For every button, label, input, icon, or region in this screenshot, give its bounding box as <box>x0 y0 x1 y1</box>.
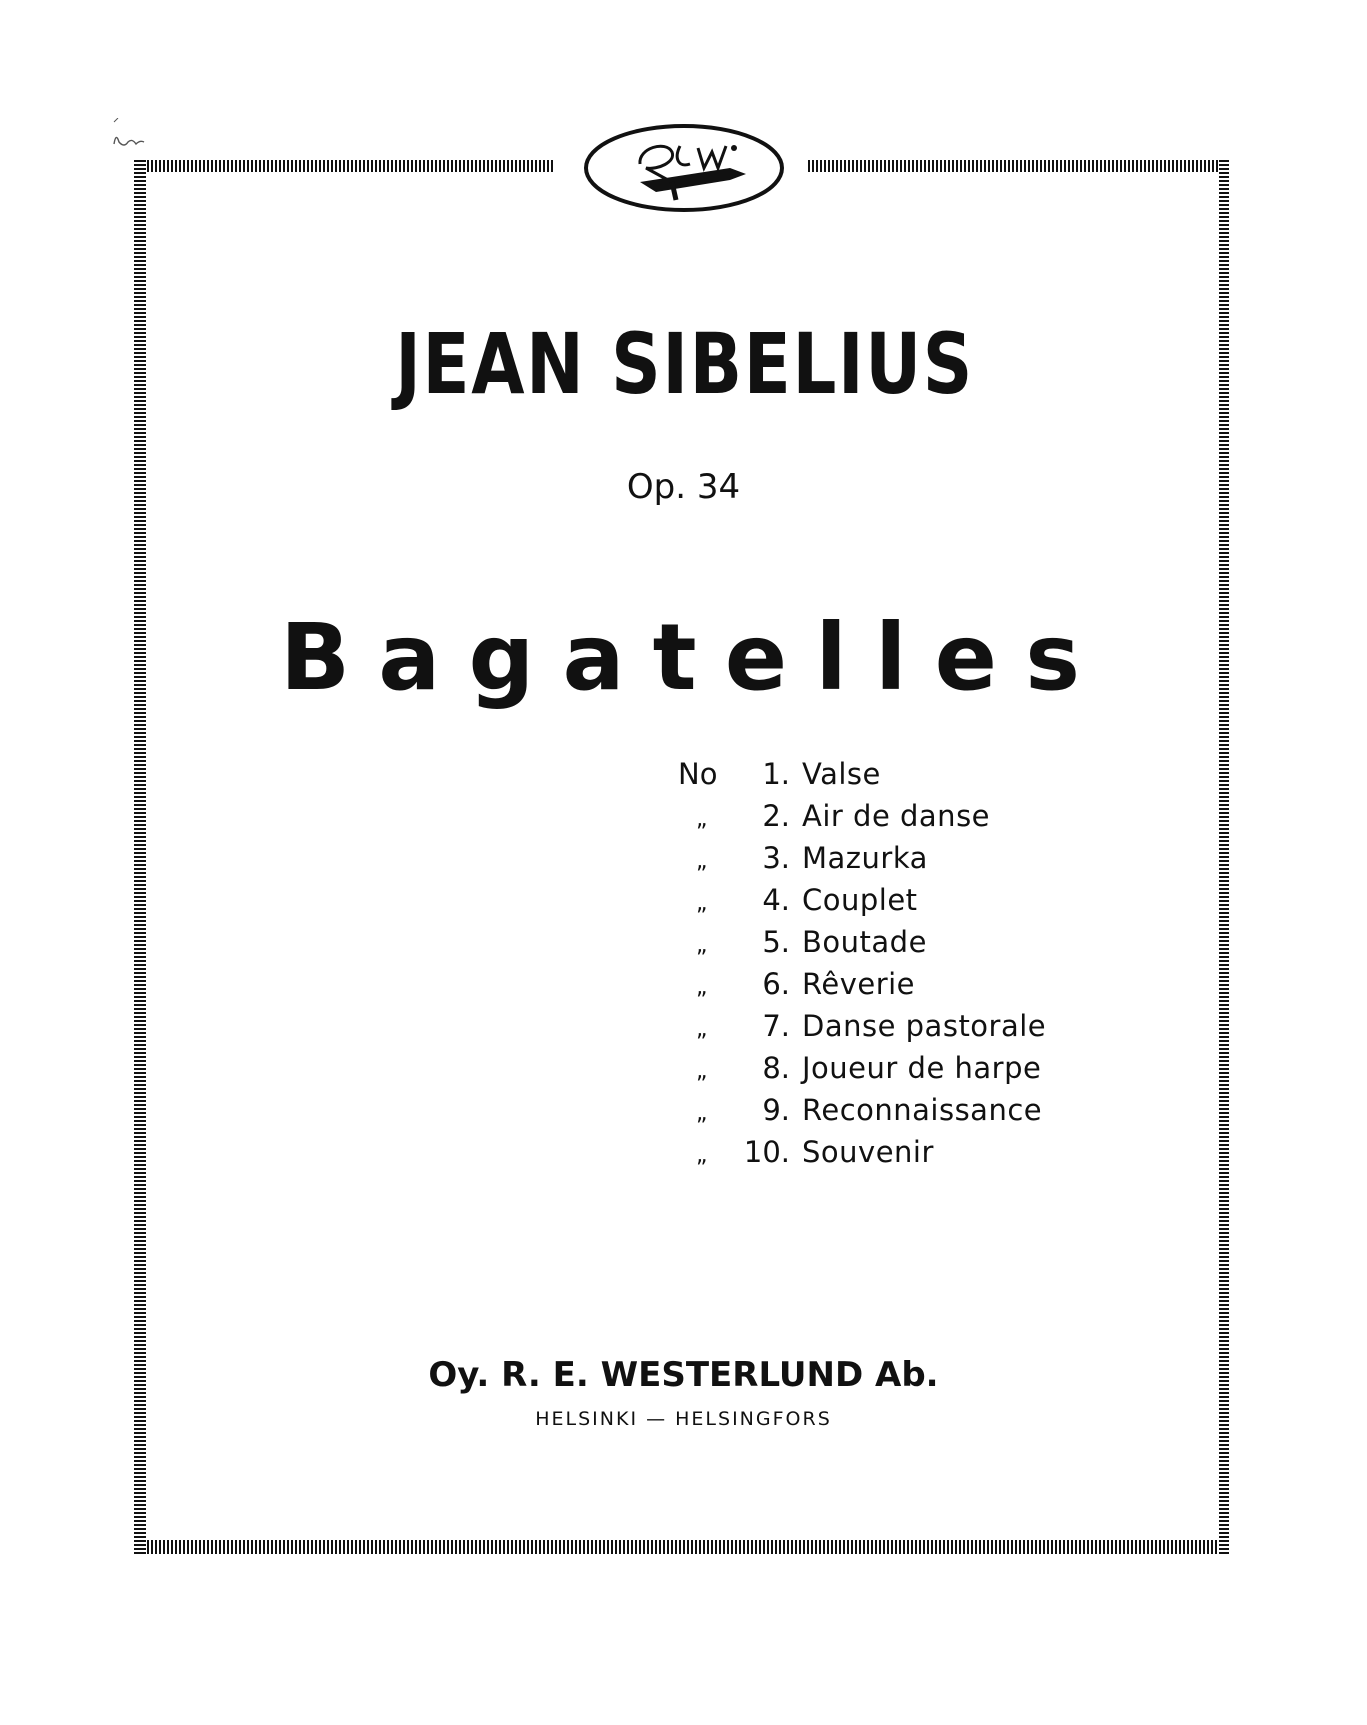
piece-number: 6. <box>762 967 790 1001</box>
piece-name: Boutade <box>802 925 927 959</box>
piece-prefix: „ <box>696 849 708 874</box>
piece-number: 8. <box>762 1051 790 1085</box>
piece-name: Souvenir <box>802 1135 934 1169</box>
piece-prefix: „ <box>696 891 708 916</box>
opus-number: Op. 34 <box>626 467 741 507</box>
title-letter: B <box>280 604 351 711</box>
piece-name: Rêverie <box>802 967 916 1001</box>
title-letter: g <box>468 604 535 711</box>
piece-name: Joueur de harpe <box>802 1051 1042 1085</box>
piece-prefix: „ <box>696 975 708 1000</box>
title-letter: s <box>1025 604 1080 711</box>
list-item <box>678 841 1046 883</box>
piece-prefix: „ <box>696 1059 708 1084</box>
title-letter: a <box>378 604 441 711</box>
piece-prefix: „ <box>696 1017 708 1042</box>
frame-bottom-border <box>143 1540 1228 1554</box>
piece-name: Reconnaissance <box>802 1093 1043 1127</box>
piece-number: 10. <box>743 1135 790 1169</box>
list-item <box>678 1093 1046 1135</box>
piece-name: Danse pastorale <box>802 1009 1047 1043</box>
piece-number: 4. <box>762 883 790 917</box>
publisher-city: HELSINKI — HELSINGFORS <box>535 1408 832 1430</box>
piece-prefix: „ <box>696 1143 708 1168</box>
title-letter: e <box>724 604 788 711</box>
pencil-mark-icon <box>110 118 170 148</box>
list-item <box>678 799 1046 841</box>
piece-name: Air de danse <box>802 799 991 833</box>
title-letter: e <box>934 604 998 711</box>
piece-name: Mazurka <box>802 841 928 875</box>
list-item <box>678 925 1046 967</box>
title-letter: t <box>652 604 697 711</box>
list-item <box>678 1009 1046 1051</box>
frame-top-right-border <box>808 160 1228 172</box>
piece-number: 9. <box>762 1093 790 1127</box>
publisher-logo-icon <box>580 118 788 218</box>
list-item <box>678 967 1046 1009</box>
piece-prefix: „ <box>696 933 708 958</box>
piece-prefix: No <box>678 757 718 791</box>
piece-number: 3. <box>762 841 790 875</box>
piece-number: 2. <box>762 799 790 833</box>
list-item <box>678 1135 1046 1177</box>
piece-number: 7. <box>762 1009 790 1043</box>
title-letter: l <box>874 604 907 711</box>
piece-list <box>678 757 1046 1177</box>
composer-name: JEAN SIBELIUS <box>395 315 975 413</box>
title-letter: a <box>562 604 625 711</box>
piece-prefix: „ <box>696 807 708 832</box>
piece-number: 1. <box>762 757 790 791</box>
piece-name: Valse <box>802 757 881 791</box>
list-item <box>678 1051 1046 1093</box>
work-title <box>280 604 1080 711</box>
publisher-name: Oy. R. E. WESTERLUND Ab. <box>428 1355 939 1395</box>
title-letter: l <box>815 604 847 711</box>
piece-prefix: „ <box>696 1101 708 1126</box>
list-item <box>678 757 1046 799</box>
list-item <box>678 883 1046 925</box>
piece-name: Couplet <box>802 883 918 917</box>
frame-top-left-border <box>143 160 555 172</box>
piece-number: 5. <box>762 925 790 959</box>
